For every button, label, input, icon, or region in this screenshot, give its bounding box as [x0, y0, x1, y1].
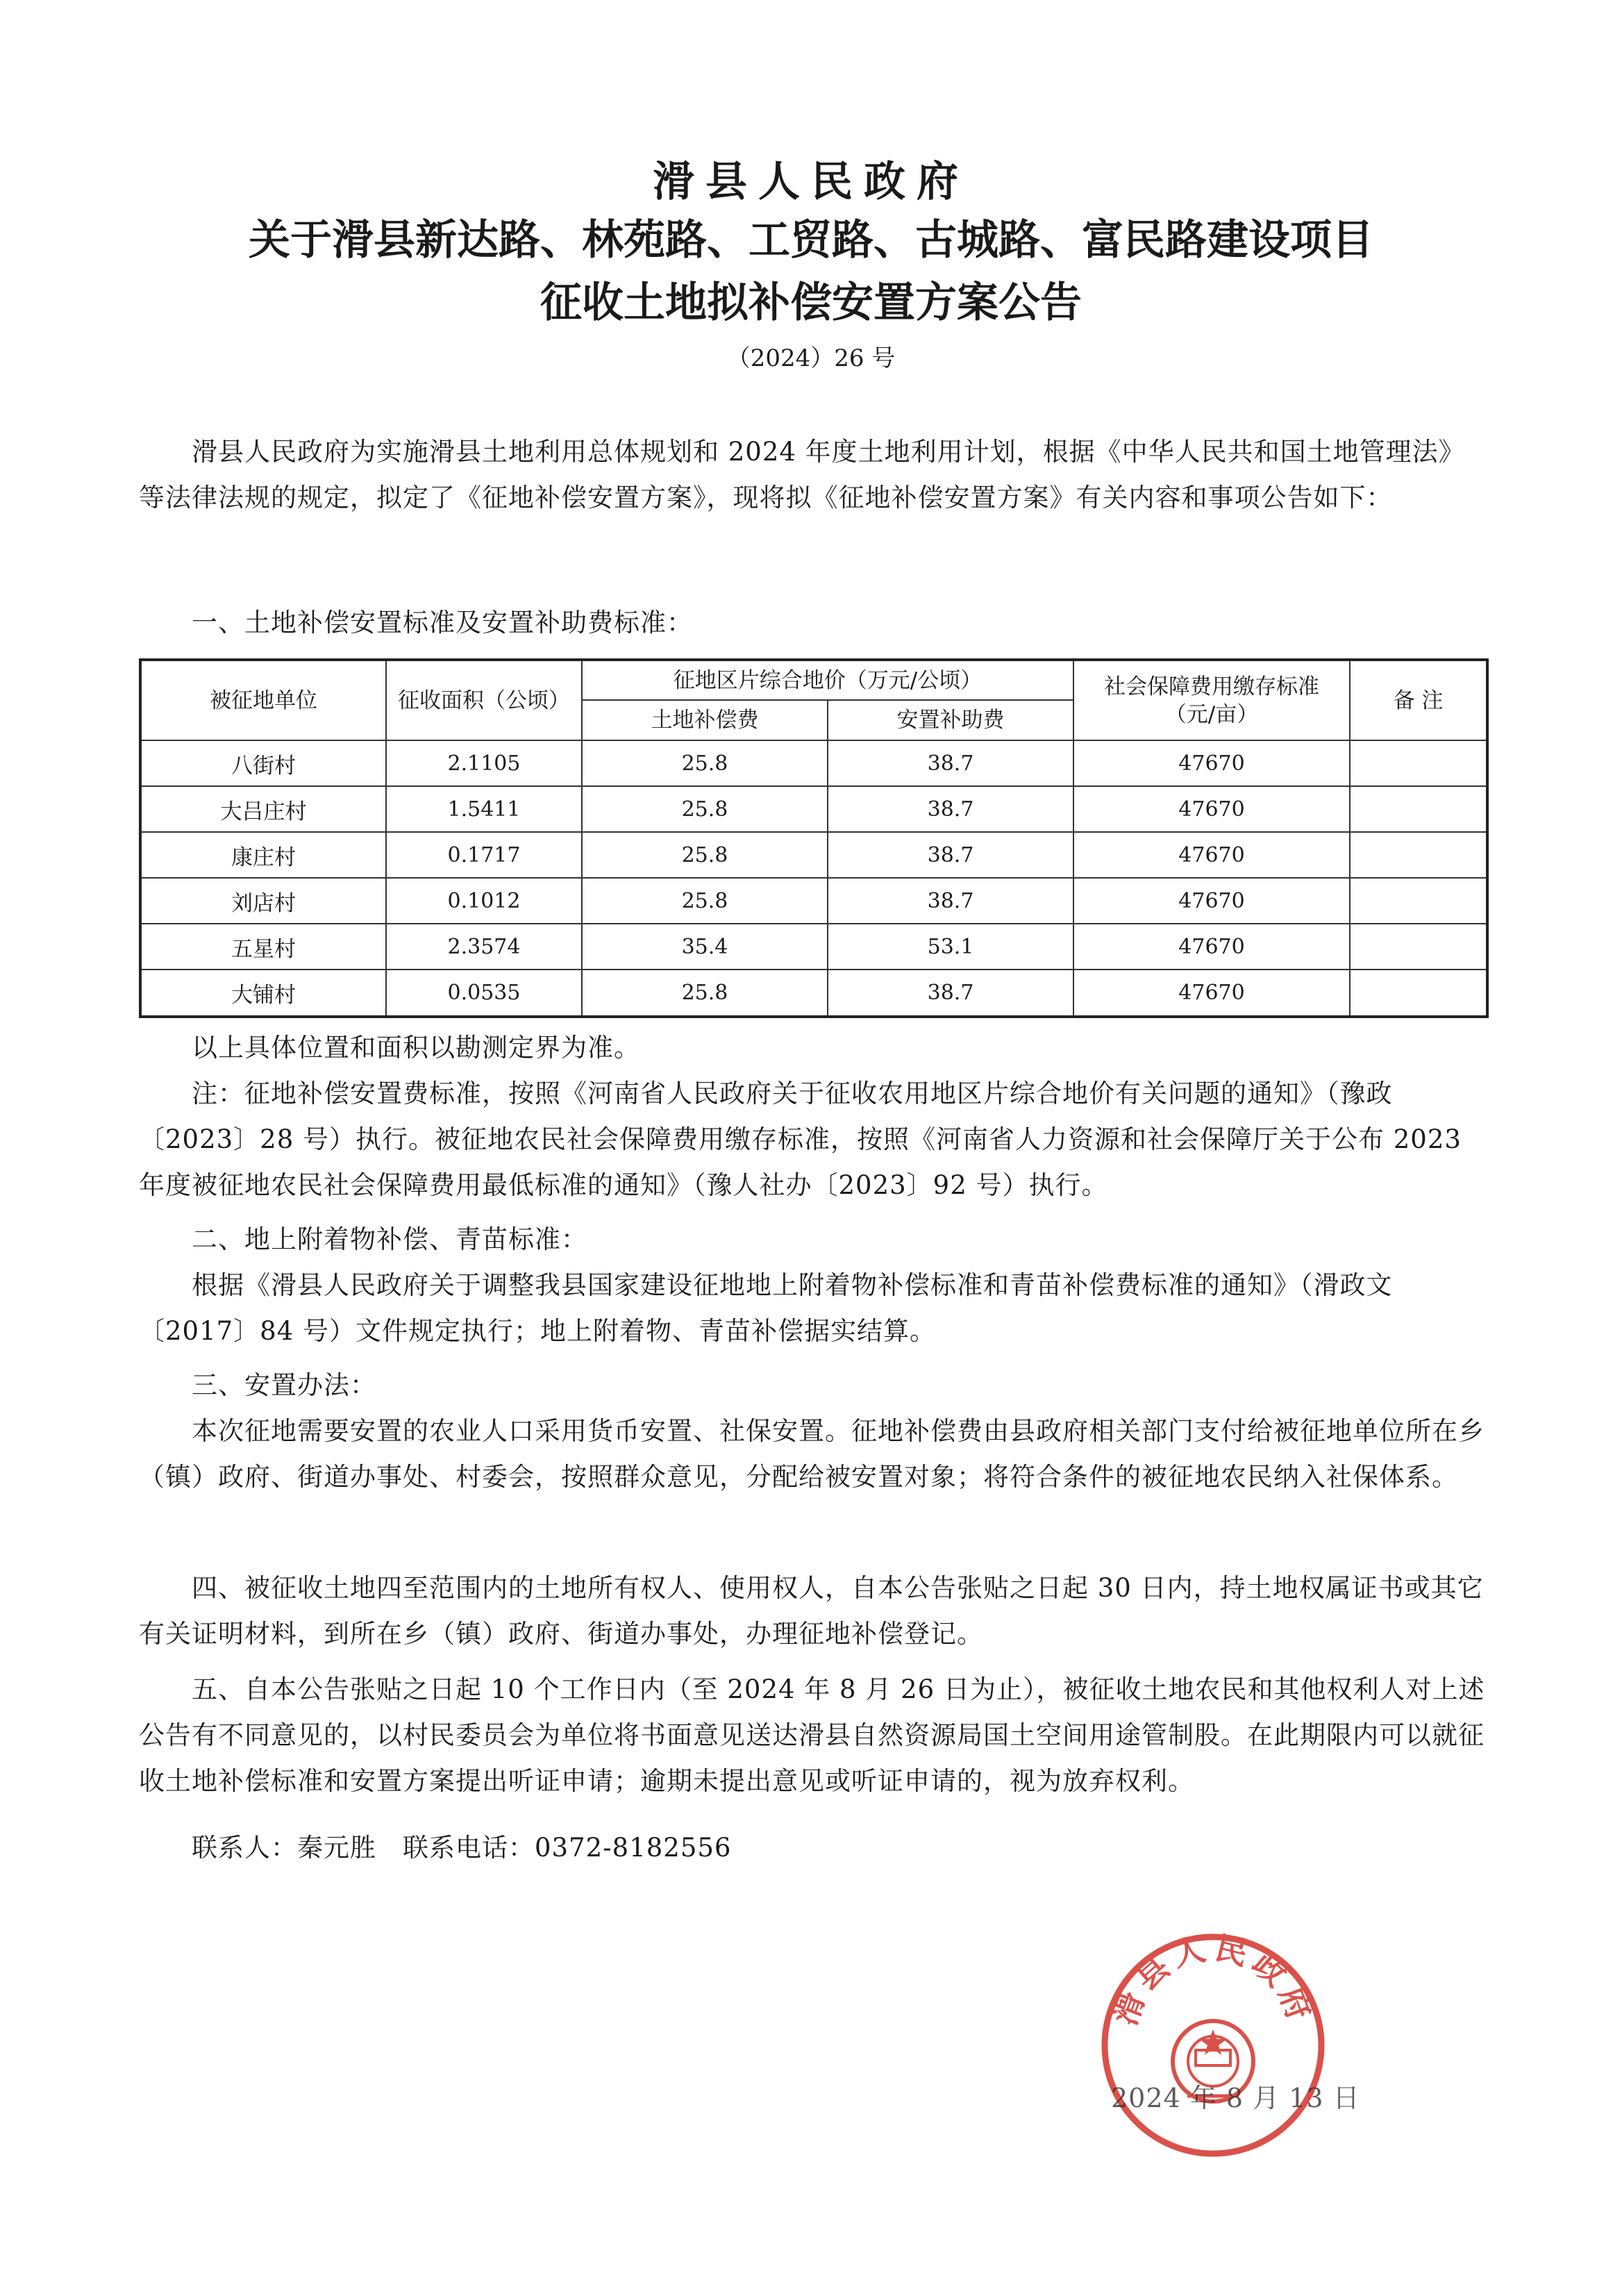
issue-date: 2024 年 8 月 13 日 [1111, 2083, 1360, 2113]
section-2-text: 根据《滑县人民政府关于调整我县国家建设征地地上附着物补偿标准和青苗补偿费标准的通知》（滑政文〔2017〕84 号）文件规定执行；地上附着物、青苗补偿据实结算。 [139, 1270, 1393, 1346]
document-number: （2024）26 号 [726, 344, 896, 372]
cell-social: 47670 [1073, 786, 1350, 832]
section-5-text: 五、自本公告张贴之日起 10 个工作日内（至 2024 年 8 月 26 日为止），被征收土地农民和其他权利人对上述公告有不同意见的，以村民委员会为单位将书面意见送达滑县自然资源局国土空间用途管制股。在此期限内可以就征收土地补偿标准和安置方案提出听证申请；逾期未提出意见或听证申请的，视为放弃权利。 [139, 1674, 1485, 1796]
cell-area: 2.1105 [386, 740, 582, 786]
table-row [140, 924, 1487, 970]
cell-remark [1350, 970, 1487, 1017]
cell-unit: 八街村 [140, 740, 386, 786]
header-price-group: 征地区片综合地价（万元/公顷） [582, 660, 1073, 700]
header-unit: 被征地单位 [140, 660, 386, 740]
compensation-table [139, 658, 1489, 1018]
cell-unit: 大铺村 [140, 970, 386, 1017]
cell-unit: 康庄村 [140, 832, 386, 878]
header-social-security [1073, 660, 1350, 740]
contact-info: 联系人：秦元胜 联系电话：0372-8182556 [192, 1833, 732, 1863]
cell-social: 47670 [1073, 740, 1350, 786]
cell-remark [1350, 878, 1487, 924]
cell-land-comp: 25.8 [582, 786, 828, 832]
cell-remark [1350, 786, 1487, 832]
standard-note: 注：征地补偿安置费标准，按照《河南省人民政府关于征收农用地区片综合地价有关问题的通知》（豫政〔2023〕28 号）执行。被征地农民社会保障费用缴存标准，按照《河南省人力资源和社会保障厅关于公布 2023 年度被征地农民社会保障费用最低标准的通知》（豫人社办〔2023〕92 号）执行。 [139, 1079, 1462, 1200]
cell-remark [1350, 832, 1487, 878]
document-title-line2: 征收土地拟补偿安置方案公告 [540, 278, 1082, 327]
cell-unit: 刘店村 [140, 878, 386, 924]
table-row [140, 786, 1487, 832]
section-1-heading: 一、土地补偿安置标准及安置补助费标准： [192, 608, 693, 638]
cell-resettle: 38.7 [828, 832, 1073, 878]
cell-social: 47670 [1073, 832, 1350, 878]
cell-social: 47670 [1073, 924, 1350, 970]
section-4-text: 四、被征收土地四至范围内的土地所有权人、使用权人，自本公告张贴之日起 30 日内，持土地权属证书或其它有关证明材料，到所在乡（镇）政府、街道办事处，办理征地补偿登记。 [139, 1573, 1484, 1649]
cell-unit: 大吕庄村 [140, 786, 386, 832]
header-social-line2: （元/亩） [1164, 701, 1259, 727]
section-3-heading: 三、安置办法： [192, 1370, 376, 1400]
table-row [140, 740, 1487, 786]
cell-area: 0.0535 [386, 970, 582, 1017]
issuing-authority: 滑县人民政府 [653, 158, 969, 206]
cell-resettle: 38.7 [828, 878, 1073, 924]
header-area: 征收面积（公顷） [386, 660, 582, 740]
cell-remark [1350, 740, 1487, 786]
seal-text: 滑县人民政府 [1105, 1931, 1321, 2031]
header-remark: 备 注 [1350, 660, 1487, 740]
table-row [140, 832, 1487, 878]
cell-land-comp: 25.8 [582, 832, 828, 878]
cell-resettle: 38.7 [828, 786, 1073, 832]
cell-area: 2.3574 [386, 924, 582, 970]
table-row [140, 878, 1487, 924]
intro-paragraph: 滑县人民政府为实施滑县土地利用总体规划和 2024 年度土地利用计划，根据《中华人民共和国土地管理法》等法律法规的规定，拟定了《征地补偿安置方案》，现将拟《征地补偿安置方案》有关内容和事项公告如下： [139, 437, 1465, 513]
cell-land-comp: 25.8 [582, 878, 828, 924]
cell-area: 0.1717 [386, 832, 582, 878]
header-land-compensation: 土地补偿费 [582, 700, 828, 740]
cell-resettle: 38.7 [828, 740, 1073, 786]
cell-remark [1350, 924, 1487, 970]
section-3-text: 本次征地需要安置的农业人口采用货币安置、社保安置。征地补偿费由县政府相关部门支付给被征地单位所在乡（镇）政府、街道办事处、村委会，按照群众意见，分配给被安置对象；将符合条件的被征地农民纳入社保体系。 [139, 1416, 1485, 1492]
cell-land-comp: 25.8 [582, 970, 828, 1017]
cell-area: 1.5411 [386, 786, 582, 832]
cell-social: 47670 [1073, 970, 1350, 1017]
document-title-line1: 关于滑县新达路、林苑路、工贸路、古城路、富民路建设项目 [249, 216, 1373, 265]
section-2-heading: 二、地上附着物补偿、青苗标准： [192, 1224, 587, 1254]
cell-land-comp: 25.8 [582, 740, 828, 786]
cell-resettle: 53.1 [828, 924, 1073, 970]
official-seal [1098, 1931, 1328, 2160]
survey-note: 以上具体位置和面积以勘测定界为准。 [192, 1033, 640, 1063]
cell-resettle: 38.7 [828, 970, 1073, 1017]
table-row [140, 970, 1487, 1017]
cell-land-comp: 35.4 [582, 924, 828, 970]
table-header-row [140, 660, 1487, 700]
header-social-line1: 社会保障费用缴存标准 [1104, 674, 1320, 699]
cell-area: 0.1012 [386, 878, 582, 924]
cell-unit: 五星村 [140, 924, 386, 970]
cell-social: 47670 [1073, 878, 1350, 924]
header-resettlement: 安置补助费 [828, 700, 1073, 740]
